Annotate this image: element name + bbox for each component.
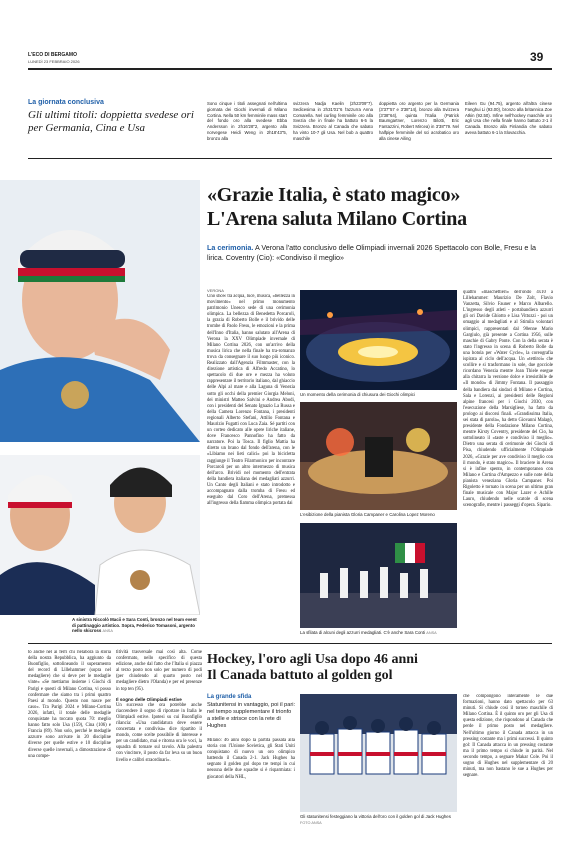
hockey-subhead: Statunitensi in vantaggio, poi il pari: nel tempo supplementare il trionfo a stelle e strisce con la rete di Hughes [207, 702, 296, 729]
teaser-col-4: Eileen Gu (94.75), argento all'altra cinese Fanghui Li (93.00), bronzo alla britannica Zoe Atkin (92.50). Infine nell'hockey maschile oro agli Usa che nella finale hanno battuto 2-1 il Canada. Bronzo alla Finlandia che sabato aveva battuto 6-1 la Slovacchia. [465, 101, 552, 135]
main-headline-1: «Grazie Italia, è stato magico» [207, 184, 461, 206]
issue-date: LUNEDÌ 23 FEBBRAIO 2026 [28, 59, 80, 64]
main-headline-2: L'Arena saluta Milano Cortina [207, 208, 467, 230]
teaser-col-1: Sono cinque i titoli assegnati nell'ultima giornata dei Giochi invernali di Milano Cortina. Nella 50 km femminile mass start del fondo oro alla svedese Ebba Andersson in 2h16'28"2, argento alla norvegese Heidi Weng in 2h18'43"5, bronzo alla [207, 101, 287, 141]
caption-left-text: A sinistra Niccolò Macii e Sara Conti, bronzo nel team event di pattinaggio artistico. Sopra, Federico Tomasoni, argento nello skicross [72, 617, 197, 634]
teaser-col-2: svizzera Nadja Kaelin (2h23'09"7). Sedicesima in 2h31'01"6 l'azzurra Anna Comarella. Nel curling femminile oro alla Svezia che in finale ha battuto 6-5 la Svizzera. Bronzo al Canada che sabato ha vinto 10-7 gli Usa. Nel bob a quattro maschile [293, 101, 373, 141]
photo-athletes-parade [300, 523, 457, 628]
teaser-rule [28, 158, 552, 159]
main-col-right: quattro «maschettieri» dell'ondo 4x10 a Lillehammer: Maurizio De Zolt, Flavio Vanzetta, Silvio Fauner e Marco Albarello. L'ingresso degli atleti - portabandiera azzurri gli ori Davide Ghiotto e Lisa Vittozzi - poi un omaggio al medagliati e al Stimila volontari olimpici, rappresentati dal 90enne Mario Gargiulo, già presente a Cortina 1956, sulle maschie di Gabry Ponte. Con la della serata è stato l'ingresso in scena di Roberto Bolle da una botola per «Water Cycle», la coreografia ispirata al ciclo dell'acqua. Un «tettiroi» che scollire e si trasformano in sole, due gocciole ricordano Venezia mentre Joan Thiele esegue alla chitarra la versione dolce e irresistibile de «Il mondo» di Jimmy Fontana. Il passaggio della bandiera dai sindaci di Milano e Cortina, Sala e Lorenzi, ai presidenti delle Regioni alpine francesi per i Giochi 2030, con l'esecuzione della Marsigliese, ha fatto da prologo ai discorsi finali. «Grandissima Italia, sei stata di parola», ha detto Giovanni Malagò, presidente della Fondazione Milano Cortina, mentre Kirsty Coventry, presidente del Cio, ha sottolineato il «taste e condiviso il meglio». Dietro una serata di cerimonie dei Giochi di Pisa, chiudendo ufficialmente l'Olimpiade 2026, «Grazie per ave condiviso il meglio con il mondo, è stato magico». Il braciere in Arena si è infine spento, in contemporanea con Milano e Cortina d'Ampezzo e sulle note della pianista veneziana Gloria Campaner. Poi Rigoletto è tornato in scena per un ultimo gran finale musicale con Major Lazer e Achille Lauro, chiudendo nelle scatole di scena scenografie, mentre i passeggi d'opera. Sipario. [463, 290, 553, 509]
caption-hockey-text: Gli statunitensi festeggiano la vittoria dell'oro con il golden gol di Jack Hughes [300, 814, 451, 819]
teaser-kicker: La giornata conclusiva [28, 99, 104, 106]
photo-macii-conti [0, 455, 200, 615]
photo-hockey-celebration [300, 694, 457, 812]
caption-hockey [300, 814, 457, 826]
page-number: 39 [530, 50, 544, 64]
caption-ceremony: Un momento della cerimonia di chiusura dei Giochi olimpici [300, 392, 415, 397]
caption-pianist: L'esibizione della pianista Gloria Campaner e Carolina Lopez Moreno [300, 512, 435, 517]
main-subhead-text: A Verona l'atto conclusivo delle Olimpiadi invernali 2026 Spettacolo con Bolle, Fresu e la lirica. Coventry (Cio): «Condiviso il meglio» [207, 243, 537, 262]
bottom-col-1: to anche nel ai ferri chi rielabora la storia della nostra Repubblica, ha aggiunto da Buonfiglio, sottolineando il superamento del record di Lillehammer (sopra nel medagliere) che si deve per le medaglie vinte» «Se mettiamo insieme i Giochi di Parigi e questi di Milano Cortina, vi posso confermare che siamo tra i primi quattro Paesi al mondo. Questo non nasce per caso». Tra Parigi 2024 e Milano-Cortina 2026, infatti, il totale delle medaglie conquistate ha toccato quota 70: meglio hanno fatto solo Usa (159), Cina (106) e Francia (89). Non solo, perché le medaglie azzurre sono arrivate in 20 discipline diverse per quelle estive e 10 discipline diverse quelle invernali, a dimostrazione di una compe- [28, 650, 111, 759]
caption-left-credit: ANSA [102, 629, 113, 634]
bottom-col-2-a: titività trasversale mai così alta. Come confermato, nello specifico di questa edizione, anche dal fatto che l'Italia si piazza al terzo posto non solo per numero di podi (per chiudendo al quarto posto nel medagliere dietro l'Olanda) e per ed presenze in top ten (95). [116, 650, 202, 692]
photo-ceremony-arena [300, 290, 457, 390]
teaser-title: Gli ultimi titoli: doppietta svedese ori per Germania, Cina e Usa [28, 109, 194, 134]
teaser-col-3: doppietta oro argento per la Germania (3'37"57 e 3'38"14), bronzo alla Svizzera (3'38"64), quinta l'Italia (Patrick Baumgartner, Lorenzo Bilotti, Eric Fantazzini, Robert Mircea) in 3'38"79. Nel halfpipe femminile del sci acrobatico oro alla cinese Ailing [379, 101, 459, 141]
hockey-body-a: Milano: 46 anni dopo la partita passata alla storia con l'Unione Sovietica, gli Stati Uniti conquistano di nuovo un oro olimpico battendo il Canada 2-1. Jack Hughes ha segnato il golden gol dopo tre tempi in cui nessuna delle due squadre si è risparmiata: i giocatori della NHL, [207, 738, 295, 780]
photo-federico-tomasoni [0, 180, 200, 442]
main-dateline: VERONA [207, 288, 224, 293]
bottom-col-2-subhead: Il sogno delle Olimpiadi estive [116, 696, 182, 702]
caption-parade-credit: ANSA [426, 631, 437, 635]
caption-parade-text: La sfilata di alcuni degli azzurri medagliati. C'è anche Sara Conti [300, 630, 426, 635]
main-subhead [207, 243, 552, 262]
caption-left-photos [72, 617, 200, 635]
hockey-headline-1: Hockey, l'oro agli Usa dopo 46 anni [207, 652, 418, 667]
bottom-col-2 [116, 650, 202, 764]
bottom-rule [28, 643, 552, 644]
photo-pianist [300, 402, 457, 510]
main-col-left: Uno show tra acqua, luce, musica, «bellezza in movimento» nel primo monumento patrimonio Unesco sede di una cerimonia olimpica. La bellezza di Benedetta Porcaroli, la grazia di Roberto Bolle e il brivido delle trombe di Paolo Fresu, le emozioni e la prima dell'Inno d'Italia, hanno salutato all'Arena di Verona la XXV Olimpiade invernale di Milano Cortina 2026, con un'arrivo della musica lirica che nella finale ha tra-romanzo trova da consegnare il suo luogo più iconico. Realizzato dall'Agenzia Filmmaster, con la direzione artistica di Alfredo Accatino, lo spettacolo di due ore e mezza ha voluto rappresentare il territorio italiano, dal ghiaccio delle Alpi al mare e alla Laguna di Venezia sotto gli occhi della premier Giorgia Meloni, dei ministri Matteo Salvini e Andrea Abodi, con i presidenti del Senato Ignazio La Russa e della Camera Lorenzo Fontana, i presidenti regionali Alberto Stefani, Attilio Fontana e Maurizio Fugatti con Luca Zaia. Sé partiti con un corteo dedicato alle opere liriche italiane, dove Francesco Pannofino ha fatto da narratore. Poi la Tosca. Il figlio Mattia ha diretto un brano dal fondo dell'arena, con le «Libiamo nei lieti calici» poi la bicicletta raggiunge il Teatro Filarmonico per incontrare Porcaroli per un altro intermezzo di musica dell'arco. Brividi nel momento dell'entrata della bandiera italiana dei medagliati azzurri. Un Canto degli Italiani e stato introdotto e accompagnato dalla tromba di Fresu ed eseguito dal Coro dell'Arena, premessa all'ingresso della fiamma olimpica portata dai [207, 294, 295, 507]
main-kicker: La cerimonia. [207, 243, 254, 252]
hockey-headline-2: Il Canada battuto al golden gol [207, 668, 393, 683]
hockey-kicker: La grande sfida [207, 694, 252, 700]
bottom-col-2-b: Un successo che ora potrebbe anche riaccendere il sogno di riportare in Italia le Olimpiadi estive. Ipotesi su cui Buonfiglio rilancia: «Una candidatura deve essere concertata e condivisa» dice ripartito il mondo, come scelte possibile di interesse e per un candidato, mai e ritorna ora le voci, la squadra di tornare sul tavolo. Alla palestra con vincitore, il posto da far leva su un buon livello e calibri straordinari». [116, 702, 202, 763]
caption-parade [300, 630, 457, 637]
hockey-body-b: che compongono interamente le due formazioni, hanno dato spettacolo per 63 minuti. Si chiude così il torneo maschile di Milano Cortina. È il quinto oro per gli Usa di questa edizione, che rispondono al Canada che perde il primo posto nel medagliere. Nell'ultimo giorno il Canada attacca in un pressing costante ma i primi successi. Il quinto gol: Il Canada attacca in un pressing costante ma il primo tempo si chiude in parità. Nel secondo tempo, a segnare Makar Cole. Poi il sogno di Hughes nel supplementare di 20 minuti, ma non bastano le sue a Hughes per segnare. [463, 694, 553, 779]
masthead: L'ECO DI BERGAMO [28, 52, 77, 58]
caption-hockey-credit: FOTO ANSA [300, 820, 322, 825]
header-rule [28, 68, 552, 70]
